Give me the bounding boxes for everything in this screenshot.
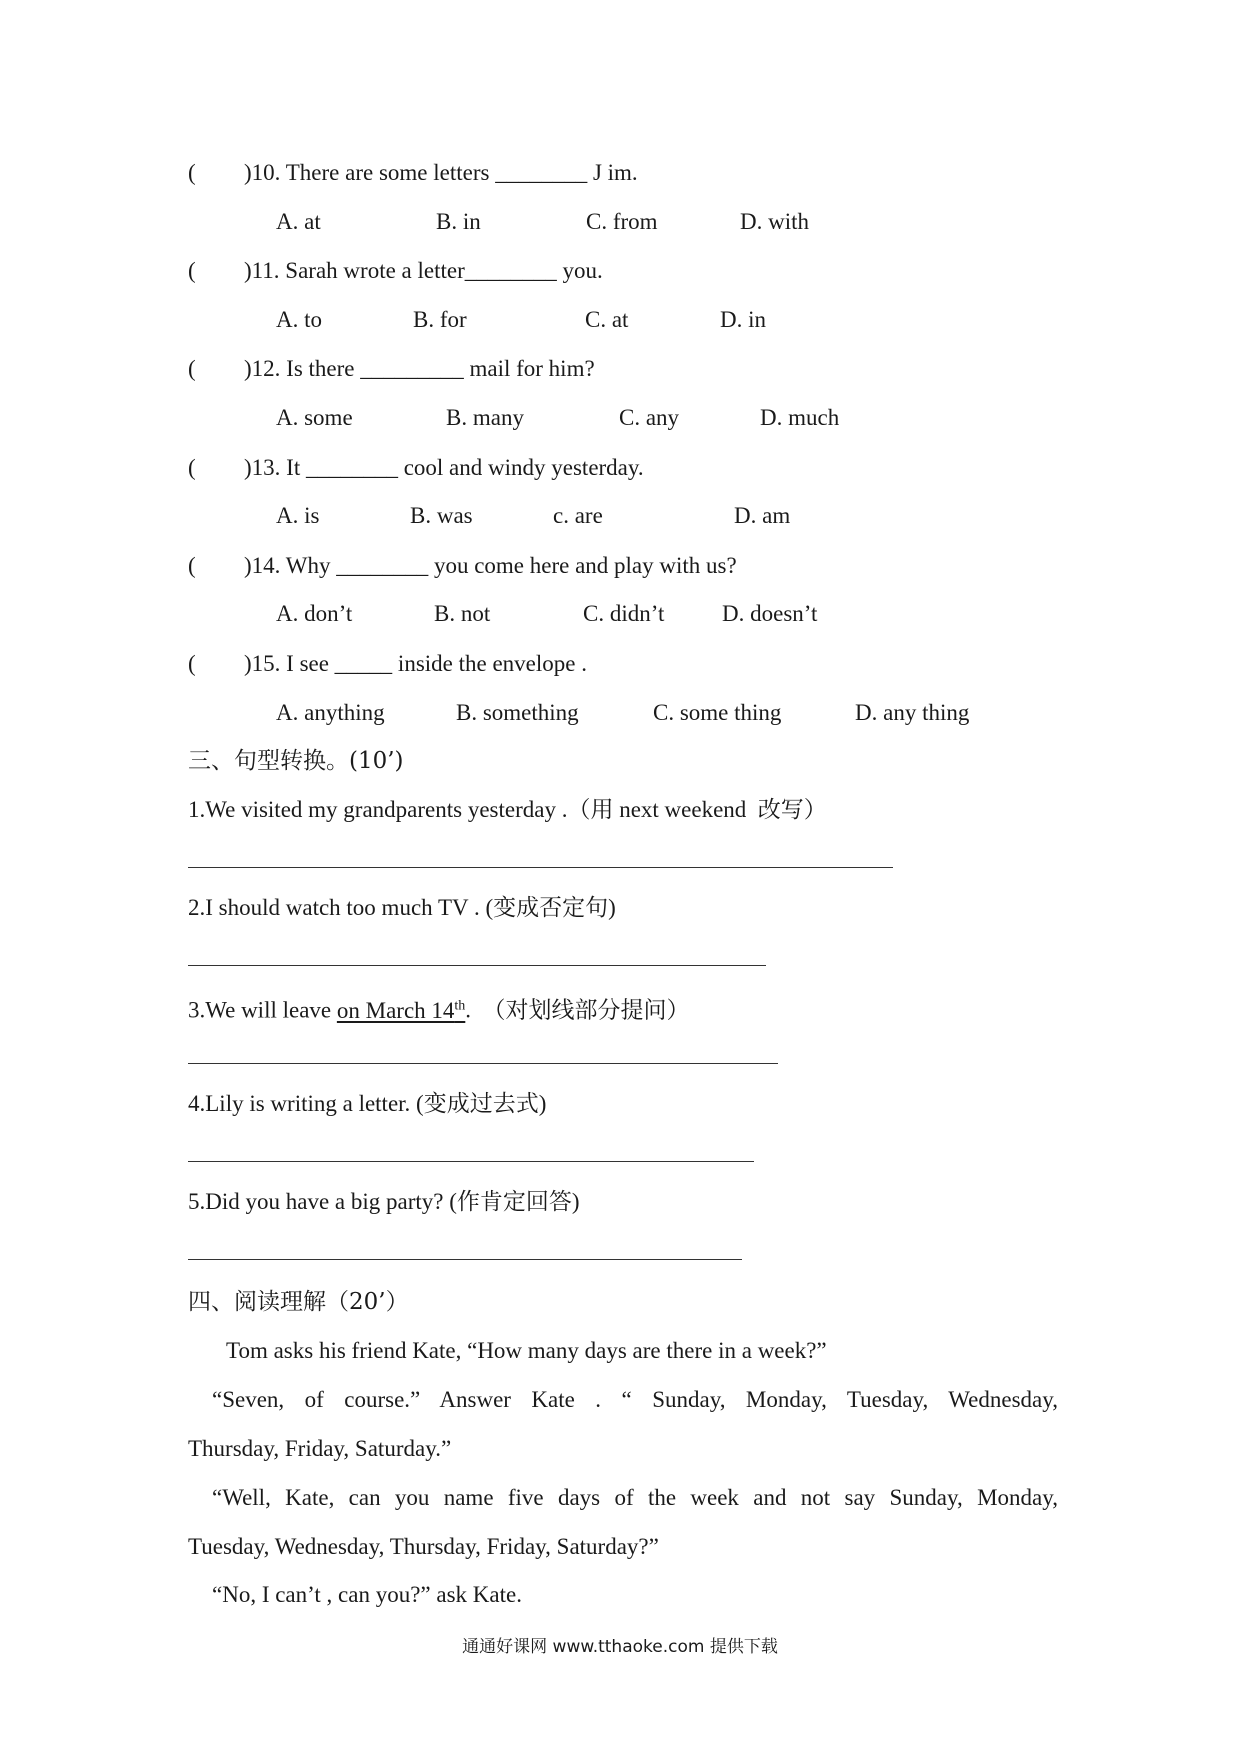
option-d: D. doesn’t bbox=[722, 601, 818, 626]
item-3-after: . （对划线部分提问） bbox=[465, 997, 690, 1023]
answer-paren: ( bbox=[188, 651, 196, 676]
answer-paren: ( bbox=[188, 356, 196, 381]
option-a: A. is bbox=[276, 503, 320, 528]
option-b: B. was bbox=[410, 503, 473, 528]
answer-paren: ( bbox=[188, 160, 196, 185]
answer-paren: ( bbox=[188, 455, 196, 480]
option-b: B. for bbox=[413, 307, 467, 332]
section-3-title: 三、句型转换。(10’) bbox=[188, 748, 404, 774]
reading-paragraph: “No, I can’t , can you?” ask Kate. bbox=[212, 1582, 522, 1607]
option-d: D. any thing bbox=[855, 700, 970, 725]
question-stem: )11. Sarah wrote a letter________ you. bbox=[244, 258, 603, 283]
item-3-before: 3.We will leave bbox=[188, 997, 337, 1023]
reading-paragraph: Tuesday, Wednesday, Thursday, Friday, Saturday?” bbox=[188, 1534, 659, 1559]
option-a: A. don’t bbox=[276, 601, 353, 626]
page-footer: 通通好课网 www.tthaoke.com 提供下载 bbox=[462, 1637, 778, 1657]
option-c: c. are bbox=[553, 503, 603, 528]
transform-item-2: 2.I should watch too much TV . (变成否定句) bbox=[188, 895, 616, 920]
transform-item-5: 5.Did you have a big party? (作肯定回答) bbox=[188, 1189, 580, 1214]
option-b: B. not bbox=[434, 601, 491, 626]
question-stem: )12. Is there _________ mail for him? bbox=[244, 356, 595, 381]
question-stem: )10. There are some letters ________ J im. bbox=[244, 160, 638, 185]
option-d: D. with bbox=[740, 209, 809, 234]
answer-line[interactable] bbox=[188, 867, 893, 868]
reading-paragraph: Thursday, Friday, Saturday.” bbox=[188, 1436, 452, 1461]
option-a: A. anything bbox=[276, 700, 385, 725]
option-d: D. much bbox=[760, 405, 840, 430]
underlined-phrase: on March 14th bbox=[336, 997, 466, 1023]
question-stem: )13. It ________ cool and windy yesterday. bbox=[244, 455, 644, 480]
question-stem: )15. I see _____ inside the envelope . bbox=[244, 651, 587, 676]
question-stem: )14. Why ________ you come here and play with us? bbox=[244, 553, 737, 578]
answer-paren: ( bbox=[188, 553, 196, 578]
option-c: C. at bbox=[585, 307, 629, 332]
answer-line[interactable] bbox=[188, 1259, 742, 1260]
option-a: A. at bbox=[276, 209, 321, 234]
transform-item-4: 4.Lily is writing a letter. (变成过去式) bbox=[188, 1091, 547, 1116]
section-4-title: 四、阅读理解（20’） bbox=[188, 1289, 409, 1315]
ordinal-suffix: th bbox=[454, 998, 466, 1013]
answer-paren: ( bbox=[188, 258, 196, 283]
option-b: B. in bbox=[436, 209, 481, 234]
option-c: C. any bbox=[619, 405, 680, 430]
option-a: A. to bbox=[276, 307, 322, 332]
option-c: C. from bbox=[586, 209, 658, 234]
transform-item-1: 1.We visited my grandparents yesterday .（用 next weekend 改写） bbox=[188, 797, 827, 822]
reading-paragraph: Tom asks his friend Kate, “How many days are there in a week?” bbox=[226, 1338, 827, 1363]
answer-line[interactable] bbox=[188, 1063, 778, 1064]
transform-item-3 bbox=[188, 991, 690, 1026]
answer-line[interactable] bbox=[188, 965, 766, 966]
option-d: D. am bbox=[734, 503, 791, 528]
option-a: A. some bbox=[276, 405, 353, 430]
reading-paragraph: “Well, Kate, can you name five days of the week and not say Sunday, Monday, bbox=[212, 1485, 1058, 1510]
option-d: D. in bbox=[720, 307, 766, 332]
reading-paragraph: “Seven, of course.” Answer Kate . “ Sunday, Monday, Tuesday, Wednesday, bbox=[212, 1387, 1058, 1412]
option-c: C. some thing bbox=[653, 700, 782, 725]
answer-line[interactable] bbox=[188, 1161, 754, 1162]
option-b: B. many bbox=[446, 405, 524, 430]
option-b: B. something bbox=[456, 700, 579, 725]
option-c: C. didn’t bbox=[583, 601, 665, 626]
